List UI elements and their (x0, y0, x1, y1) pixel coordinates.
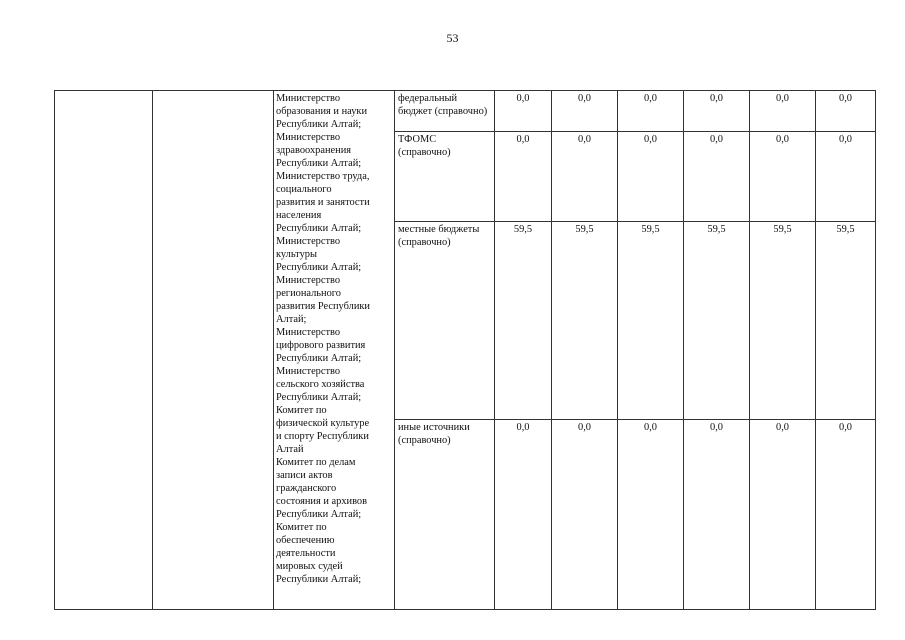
responsible-executor-line: мировых судей (276, 561, 343, 572)
responsible-executor-line: Министерство труда, (276, 171, 370, 182)
funding-source-cell: иные источники (справочно) (395, 420, 495, 610)
responsible-executor-line: Алтай; (276, 314, 307, 325)
value-cell: 0,0 (684, 91, 750, 132)
value-cell: 0,0 (684, 132, 750, 222)
responsible-executors-cell (274, 91, 395, 610)
responsible-executor-line: деятельности (276, 548, 336, 559)
value-cell: 0,0 (552, 132, 618, 222)
responsible-executor-line: здравоохранения (276, 145, 352, 156)
page-number: 53 (446, 31, 459, 45)
responsible-executor-line: Республики Алтай; (276, 392, 362, 403)
budget-table (54, 90, 876, 610)
responsible-executor-line: Республики Алтай; (276, 119, 362, 130)
responsible-executor-line: Республики Алтай; (276, 509, 362, 520)
responsible-executor-line: записи актов (276, 470, 333, 481)
responsible-executor-line: Министерство (276, 327, 341, 338)
value-cell: 0,0 (816, 420, 876, 610)
responsible-executor-line: состояния и архивов (276, 496, 368, 507)
value-cell: 0,0 (750, 132, 816, 222)
responsible-executor-line: Республики Алтай; (276, 353, 362, 364)
value-cell: 0,0 (552, 420, 618, 610)
value-cell: 59,5 (618, 222, 684, 420)
responsible-executor-line: образования и науки (276, 106, 368, 117)
responsible-executor-line: культуры (276, 249, 317, 260)
responsible-executor-line: цифрового развития (276, 340, 366, 351)
responsible-executor-line: социального (276, 184, 332, 195)
value-cell: 59,5 (750, 222, 816, 420)
responsible-executor-line: и спорту Республики (276, 431, 369, 442)
value-cell: 0,0 (684, 420, 750, 610)
value-cell: 59,5 (552, 222, 618, 420)
value-cell: 0,0 (552, 91, 618, 132)
value-cell: 0,0 (618, 132, 684, 222)
responsible-executor-line: обеспечению (276, 535, 335, 546)
responsible-executor-line: гражданского (276, 483, 337, 494)
value-cell: 0,0 (816, 91, 876, 132)
value-cell: 0,0 (750, 420, 816, 610)
empty-cell-1 (55, 91, 153, 610)
table-row (55, 91, 876, 132)
responsible-executor-line: Комитет по (276, 405, 327, 416)
responsible-executor-line: Министерство (276, 236, 341, 247)
responsible-executor-line: Республики Алтай; (276, 158, 362, 169)
value-cell: 0,0 (750, 91, 816, 132)
funding-source-cell: ТФОМС (справочно) (395, 132, 495, 222)
value-cell: 0,0 (816, 132, 876, 222)
value-cell: 0,0 (495, 91, 552, 132)
responsible-executor-line: Комитет по (276, 522, 327, 533)
funding-source-cell: федеральный бюджет (справочно) (395, 91, 495, 132)
empty-cell-2 (153, 91, 274, 610)
responsible-executor-line: физической культуре (276, 418, 370, 429)
responsible-executor-line: Республики Алтай; (276, 223, 362, 234)
value-cell: 0,0 (618, 91, 684, 132)
value-cell: 0,0 (495, 132, 552, 222)
value-cell: 0,0 (495, 420, 552, 610)
responsible-executor-line: Республики Алтай; (276, 574, 362, 585)
responsible-executor-line: населения (276, 210, 322, 221)
responsible-executor-line: Министерство (276, 275, 341, 286)
responsible-executor-line: Министерство (276, 366, 341, 377)
value-cell: 59,5 (816, 222, 876, 420)
responsible-executor-line: развития Республики (276, 301, 370, 312)
responsible-executor-line: Министерство (276, 93, 341, 104)
value-cell: 0,0 (618, 420, 684, 610)
value-cell: 59,5 (495, 222, 552, 420)
funding-source-cell: местные бюджеты (справочно) (395, 222, 495, 420)
responsible-executor-line: Министерство (276, 132, 341, 143)
responsible-executor-line: Республики Алтай; (276, 262, 362, 273)
responsible-executors-list (276, 92, 392, 586)
responsible-executor-line: Алтай (276, 444, 304, 455)
responsible-executor-line: развития и занятости (276, 197, 370, 208)
responsible-executor-line: Комитет по делам (276, 457, 356, 468)
responsible-executor-line: регионального (276, 288, 341, 299)
value-cell: 59,5 (684, 222, 750, 420)
responsible-executor-line: сельского хозяйства (276, 379, 365, 390)
